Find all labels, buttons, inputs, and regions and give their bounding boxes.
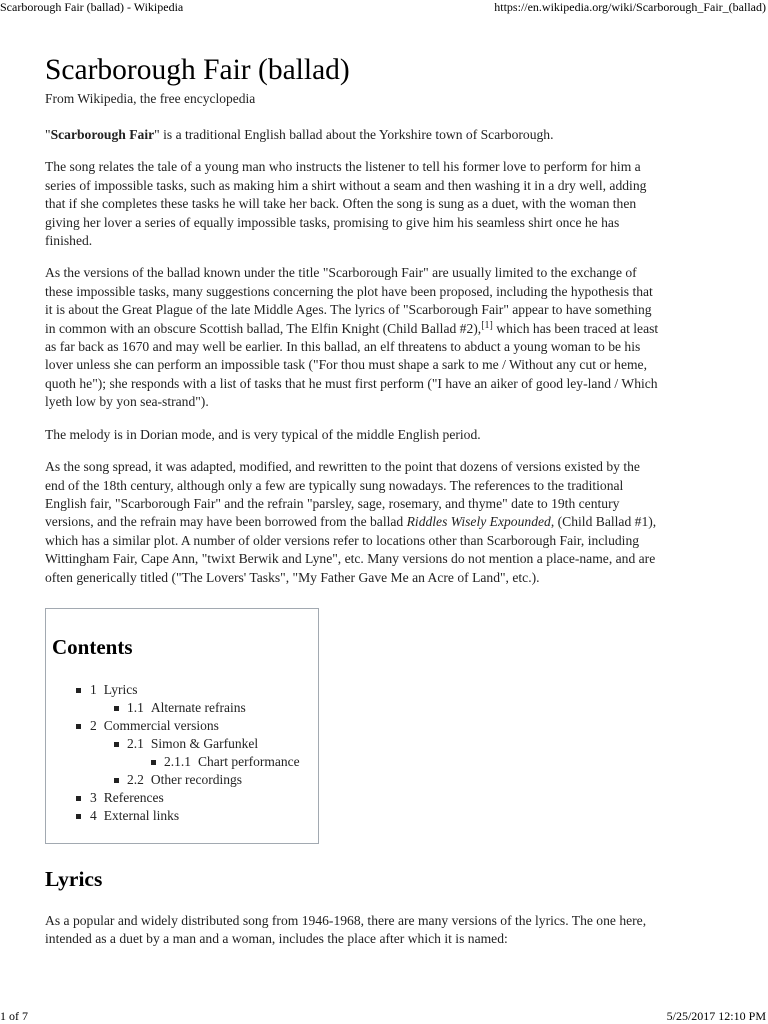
toc-number: 2.1.1 (164, 754, 191, 769)
toc-item-chart-performance[interactable] (46, 753, 318, 771)
bullet-icon (114, 742, 119, 747)
history-line: lyeth low by yon sea-strand"). (45, 394, 209, 410)
melody-paragraph: The melody is in Dorian mode, and is very typical of the middle English period. (45, 426, 481, 442)
history-line: quoth he"); she responds with a list of tasks that he must first perform ("I have an aiker of good ley-land / Which (45, 375, 658, 391)
toc-label: Commercial versions (103, 718, 219, 733)
page-number: 1 of 7 (0, 1009, 28, 1023)
history-line: these impossible tasks, many suggestions concerning the plot have been proposed, including the hypothesis that (45, 283, 653, 299)
toc-number: 1.1 (127, 700, 144, 715)
riddles-title: Riddles Wisely Expounded (406, 514, 551, 530)
toc-item-commercial-versions[interactable] (46, 717, 318, 735)
history-line: it is about the Great Plague of the late Middle Ages. The lyrics of "Scarborough Fair" appear to have something (45, 302, 652, 318)
history-paragraph (45, 264, 725, 411)
plot-line: series of impossible tasks, such as making him a shirt without a seam and then washing it in a dry well, adding (45, 177, 647, 193)
print-header-title: Scarborough Fair (ballad) - Wikipedia (0, 0, 184, 14)
section-heading-lyrics: Lyrics (45, 867, 103, 891)
toc-number: 4 (90, 808, 97, 823)
print-footer (0, 1008, 768, 1024)
spread-line: which has a similar plot. A number of older versions refer to locations other than Scarborough Fair, including (45, 532, 640, 548)
page-title: Scarborough Fair (ballad) (45, 54, 350, 86)
spread-line: versions, and the refrain may have been borrowed from the ballad (45, 514, 407, 530)
toc-item-alternate-refrains[interactable] (46, 699, 318, 717)
toc-item-other-recordings[interactable] (46, 771, 318, 789)
plot-paragraph (45, 158, 725, 250)
intro-bold-title: Scarborough Fair (50, 127, 155, 142)
plot-line: that if she completes these tasks he will take her back. Often the song is sung as a duet, with the woman then (45, 196, 637, 212)
bullet-icon (114, 778, 119, 783)
intro-quote-open: " (45, 127, 51, 142)
toc-label: Simon & Garfunkel (150, 736, 259, 751)
toc-number: 1 (90, 682, 97, 697)
toc-label: Chart performance (198, 754, 300, 769)
toc-number: 3 (90, 790, 97, 805)
toc-label: References (103, 790, 164, 805)
bullet-icon (76, 688, 81, 693)
bullet-icon (76, 724, 81, 729)
bullet-icon (151, 760, 156, 765)
toc-list (46, 681, 318, 825)
spread-line: , (Child Ballad #1), (550, 514, 657, 530)
toc-label: Lyrics (103, 682, 138, 697)
toc-label: Alternate refrains (150, 700, 246, 715)
spread-line: As the song spread, it was adapted, modified, and rewritten to the point that dozens of versions existed by the (45, 459, 640, 475)
toc-label: External links (103, 808, 180, 823)
toc-label: Other recordings (150, 772, 242, 787)
bullet-icon (114, 706, 119, 711)
toc-number: 2.2 (127, 772, 144, 787)
lyrics-intro-paragraph (45, 912, 725, 949)
lyrics-intro-line: As a popular and widely distributed song from 1946-1968, there are many versions of the lyrics. The one here, (45, 913, 647, 928)
site-tagline: From Wikipedia, the free encyclopedia (45, 91, 256, 106)
spread-line: Wittingham Fair, Cape Ann, "twixt Berwik and Lyne", etc. Many versions do not mention a place-name, and are (45, 551, 656, 567)
toc-title: Contents (52, 635, 133, 659)
print-header-url: https://en.wikipedia.org/wiki/Scarborough_Fair_(ballad) (494, 0, 766, 14)
spread-line: end of the 18th century, although only a few are typically sung nowadays. The references to the traditional (45, 477, 624, 493)
history-line: lover unless she can perform an impossible task ("For thou must shape a sark to me / Without any cut or heme, (45, 357, 647, 373)
spread-line: English fair, "Scarborough Fair" and the refrain "parsley, sage, rosemary, and thyme" date to 19th century (45, 495, 620, 511)
print-datetime: 5/25/2017 12:10 PM (666, 1009, 766, 1023)
toc-number: 2 (90, 718, 97, 733)
intro-paragraph (45, 126, 725, 144)
intro-rest: " is a traditional English ballad about the Yorkshire town of Scarborough. (154, 127, 554, 142)
plot-line: giving her lover a series of equally impossible tasks, promising to give him his seamless shirt once he has (45, 214, 620, 230)
table-of-contents (45, 608, 319, 844)
plot-line: The song relates the tale of a young man who instructs the listener to tell his former love to perform for him a (45, 159, 641, 175)
history-line: in common with an obscure Scottish ballad, The Elfin Knight (Child Ballad #2), (45, 320, 482, 336)
spread-paragraph (45, 458, 725, 587)
citation-link[interactable]: [1] (481, 319, 493, 331)
article-content (45, 52, 725, 587)
toc-item-external-links[interactable] (46, 807, 318, 825)
toc-item-simon-garfunkel[interactable] (46, 735, 318, 753)
print-header (0, 0, 768, 14)
history-line: as far back as 1670 and may well be earlier. In this ballad, an elf threatens to abduct a young woman to be his (45, 339, 641, 355)
toc-item-references[interactable] (46, 789, 318, 807)
plot-line: finished. (45, 233, 93, 249)
history-line: As the versions of the ballad known under the title "Scarborough Fair" are usually limited to the exchange of (45, 265, 637, 281)
toc-item-lyrics[interactable] (46, 681, 318, 699)
bullet-icon (76, 796, 81, 801)
bullet-icon (76, 814, 81, 819)
history-line: which has been traced at least (492, 320, 659, 336)
toc-number: 2.1 (127, 736, 144, 751)
lyrics-intro-line: intended as a duet by a man and a woman, includes the place after which it is named: (45, 931, 508, 947)
spread-line: often generically titled ("The Lovers' Tasks", "My Father Gave Me an Acre of Land", etc.). (45, 569, 540, 585)
